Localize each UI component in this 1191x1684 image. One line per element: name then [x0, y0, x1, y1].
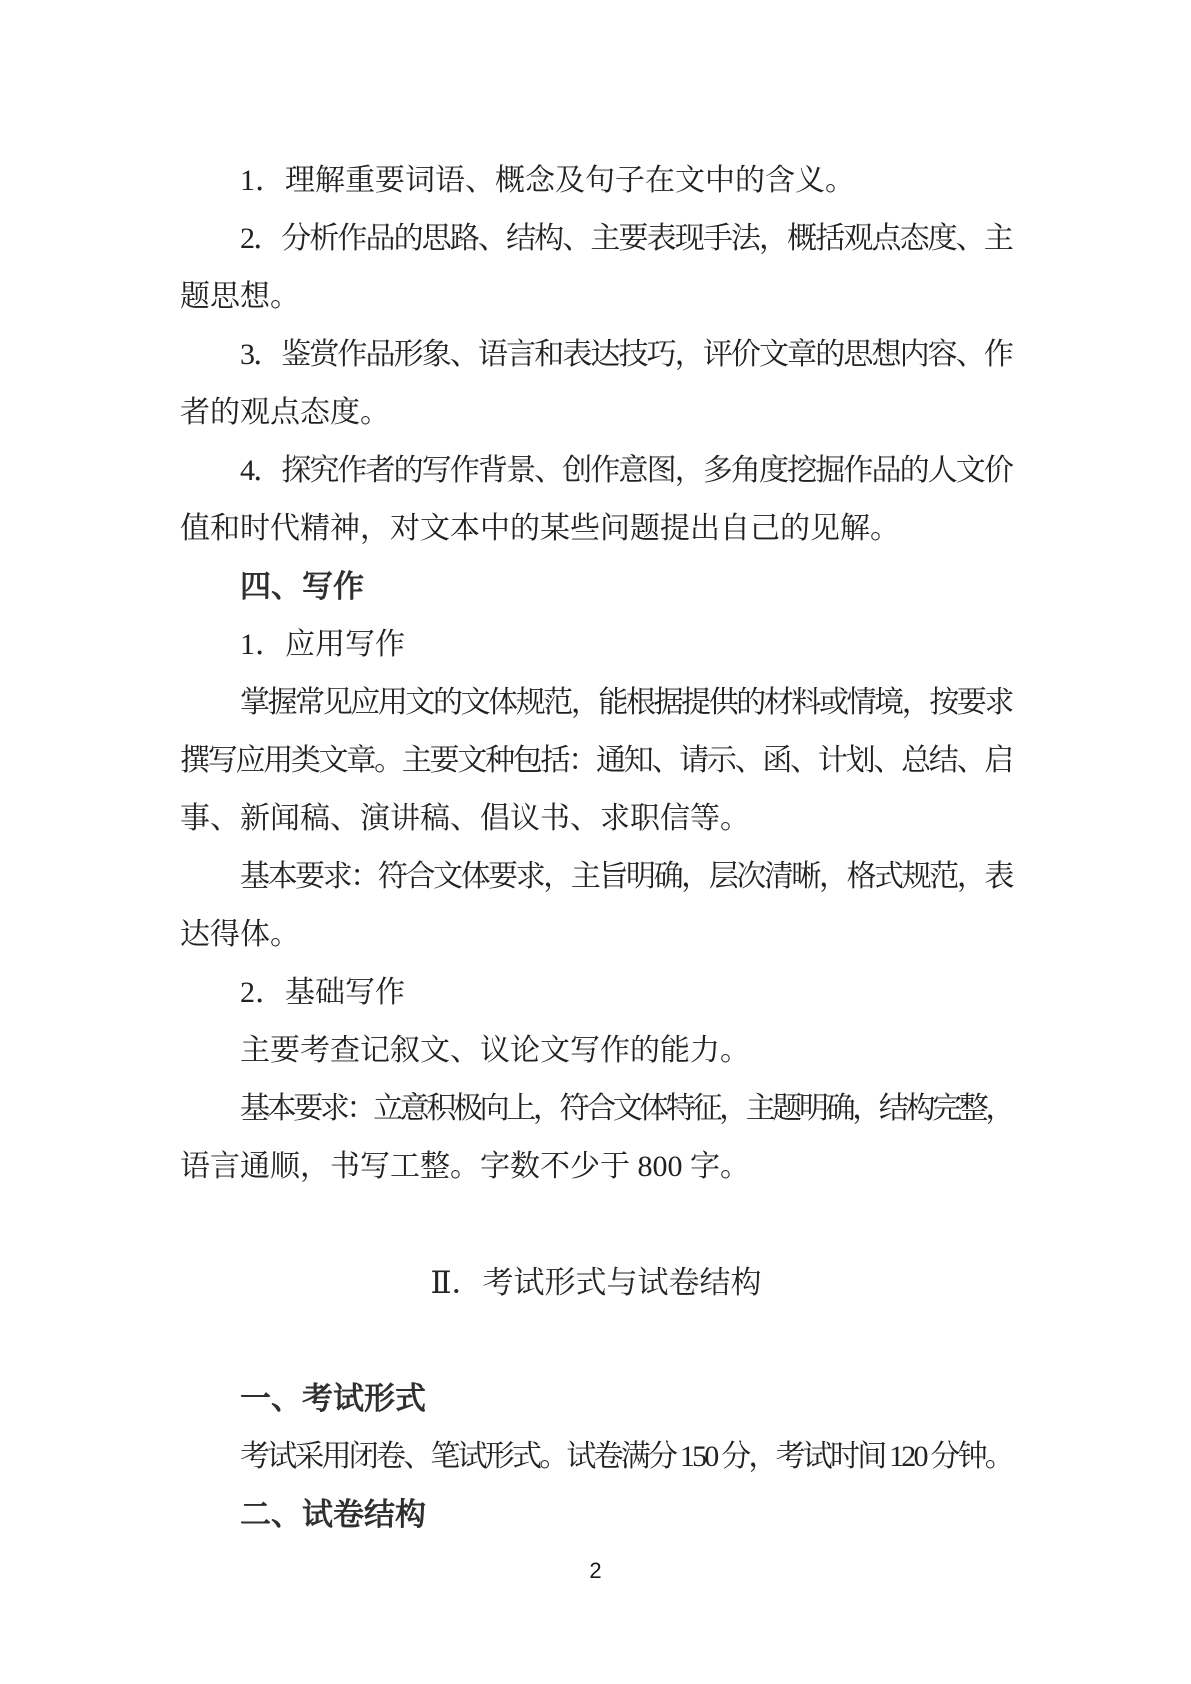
section-2-title — [180, 1254, 1012, 1312]
heading-exam-format — [180, 1370, 1012, 1428]
subheading-applied-writing — [180, 616, 1012, 674]
text-run: 撰写应用类文章。主要文种包括：通知、请示、函、计划、总结、启 — [180, 744, 1012, 777]
text-run: 一、考试形式 — [240, 1381, 426, 1416]
text-run: 语言通顺，书写工整。字数不少于 800 字。 — [180, 1150, 750, 1183]
reading-item-3-line-1 — [180, 326, 1012, 384]
basic-writing-desc — [180, 1022, 1012, 1080]
text-run: 3．鉴赏作品形象、语言和表达技巧，评价文章的思想内容、作 — [240, 338, 1012, 371]
applied-writing-requirements-line-1 — [180, 848, 1012, 906]
text-run: 值和时代精神，对文本中的某些问题提出自己的见解。 — [180, 512, 900, 545]
text-run: 二、试卷结构 — [240, 1497, 426, 1532]
text-run: 1．应用写作 — [240, 628, 405, 661]
heading-paper-structure — [180, 1486, 1012, 1544]
reading-item-2-line-1 — [180, 210, 1012, 268]
text-run: 掌握常见应用文的文体规范，能根据提供的材料或情境，按要求 — [240, 686, 1012, 719]
text-run: 四、写作 — [240, 569, 364, 604]
text-run: 题思想。 — [180, 280, 300, 313]
reading-item-1 — [180, 152, 1012, 210]
applied-writing-desc-line-1 — [180, 674, 1012, 732]
text-run: 主要考查记叙文、议论文写作的能力。 — [240, 1034, 750, 1067]
text-run: 者的观点态度。 — [180, 396, 390, 429]
reading-item-3-line-2 — [180, 384, 1012, 442]
text-run: 达得体。 — [180, 918, 300, 951]
text-run: 考试采用闭卷、笔试形式。试卷满分 150 分，考试时间 120 分钟。 — [240, 1440, 1012, 1473]
applied-writing-requirements-line-2 — [180, 906, 1012, 964]
text-run: 2．基础写作 — [240, 976, 405, 1009]
text-run: 1．理解重要词语、概念及句子在文中的含义。 — [240, 164, 855, 197]
subheading-basic-writing — [180, 964, 1012, 1022]
text-run: 2．分析作品的思路、结构、主要表现手法，概括观点态度、主 — [240, 222, 1012, 255]
text-run: 4．探究作者的写作背景、创作意图，多角度挖掘作品的人文价 — [240, 454, 1012, 487]
text-run: Ⅱ．考试形式与试卷结构 — [430, 1265, 762, 1300]
heading-writing-section — [180, 558, 1012, 616]
reading-item-2-line-2 — [180, 268, 1012, 326]
exam-format-desc — [180, 1428, 1012, 1486]
reading-item-4-line-2 — [180, 500, 1012, 558]
reading-item-4-line-1 — [180, 442, 1012, 500]
basic-writing-requirements-line-1 — [180, 1080, 1012, 1138]
text-run: 基本要求：立意积极向上，符合文体特征，主题明确，结构完整， — [240, 1092, 1012, 1125]
applied-writing-desc-line-2 — [180, 732, 1012, 790]
text-run: 基本要求：符合文体要求，主旨明确，层次清晰，格式规范，表 — [240, 860, 1012, 893]
page-number: 2 — [589, 1558, 602, 1583]
text-run: 事、新闻稿、演讲稿、倡议书、求职信等。 — [180, 802, 750, 835]
applied-writing-desc-line-3 — [180, 790, 1012, 848]
document-body — [180, 152, 1012, 1544]
basic-writing-requirements-line-2 — [180, 1138, 1012, 1196]
